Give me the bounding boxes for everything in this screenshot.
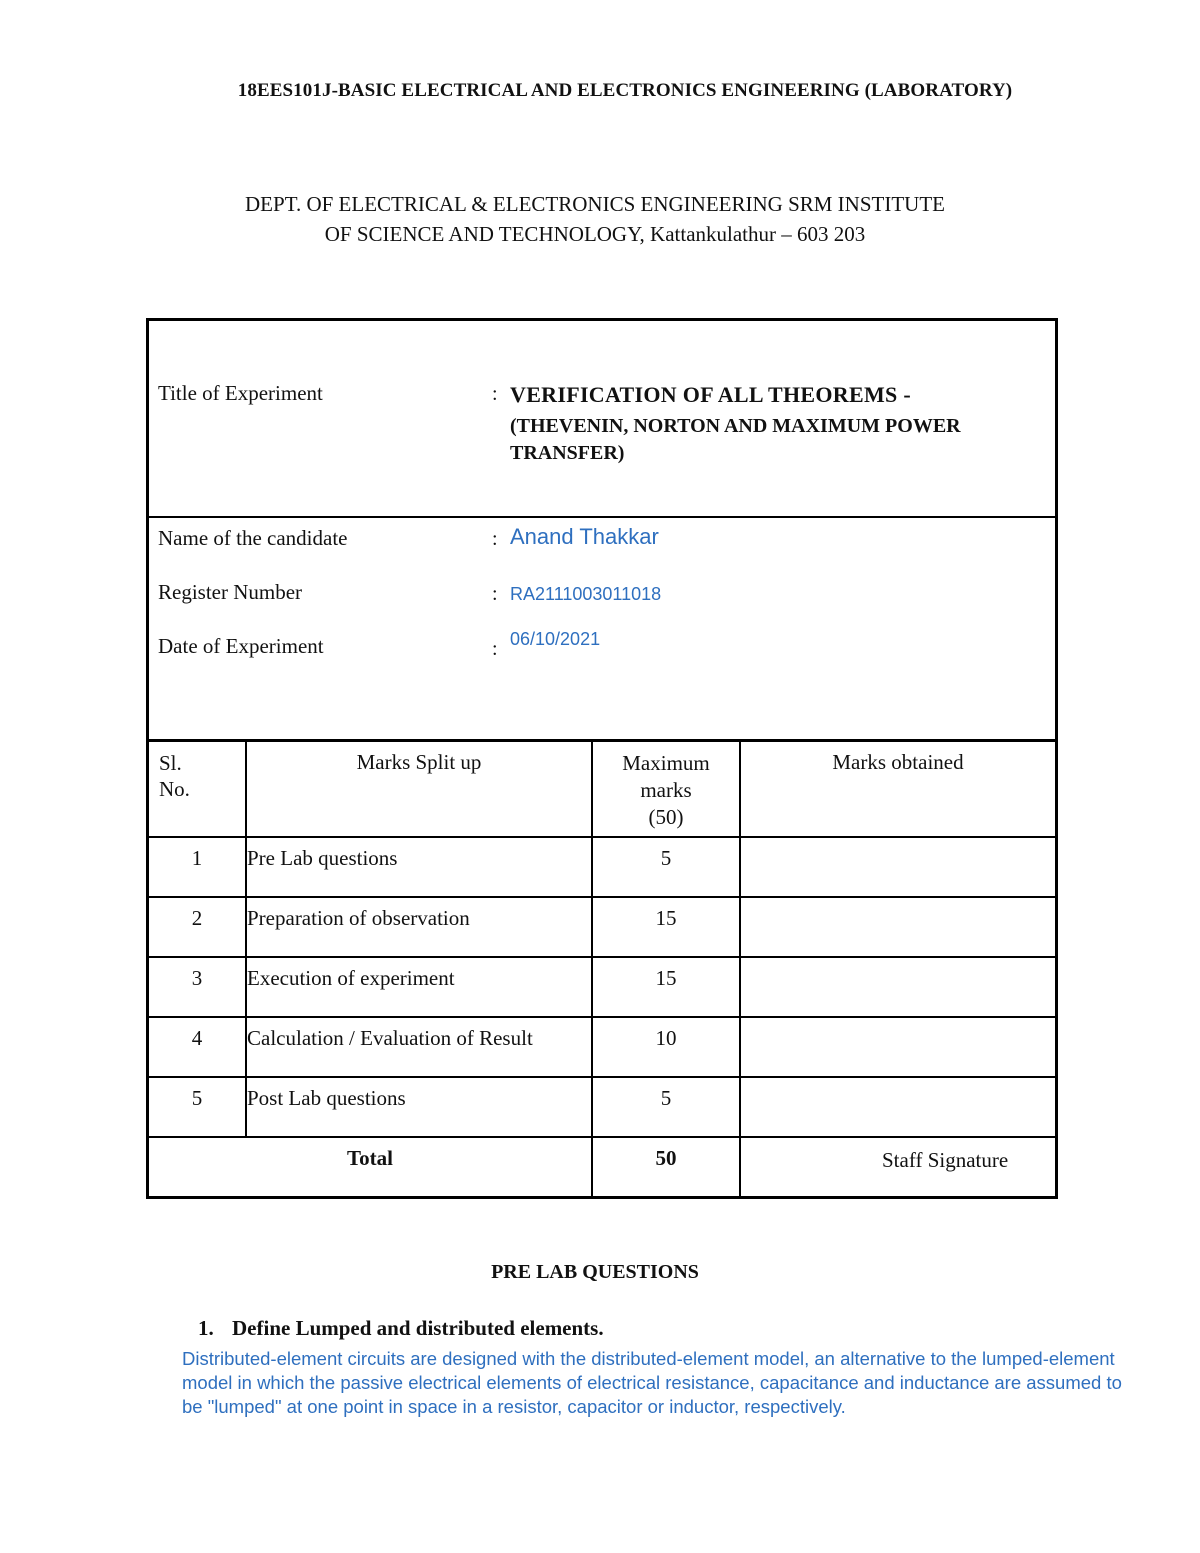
row-max: 5 xyxy=(592,837,740,897)
name-colon: : xyxy=(492,528,498,550)
row-max: 5 xyxy=(592,1077,740,1137)
marks-table xyxy=(146,739,1058,1199)
title-label: Title of Experiment xyxy=(158,381,323,405)
register-number: RA2111003011018 xyxy=(510,584,662,604)
row-sl: 3 xyxy=(148,957,247,1017)
row-obtained xyxy=(740,1077,1057,1137)
row-item: Execution of experiment xyxy=(246,957,592,1017)
header-marks-split: Marks Split up xyxy=(246,741,592,838)
row-sl: 2 xyxy=(148,897,247,957)
row-item: Pre Lab questions xyxy=(246,837,592,897)
table-row xyxy=(148,837,1057,897)
row-obtained xyxy=(740,837,1057,897)
question-1-number: 1. xyxy=(198,1316,214,1340)
header-maximum-marks xyxy=(592,741,740,838)
header-sl-line2: No. xyxy=(159,777,190,801)
table-row xyxy=(148,1017,1057,1077)
row-sl: 1 xyxy=(148,837,247,897)
course-title: 18EES101J-BASIC ELECTRICAL AND ELECTRONICS ENGINEERING (LABORATORY) xyxy=(237,80,1013,101)
header-max-line3: (50) xyxy=(648,805,684,829)
date-label: Date of Experiment xyxy=(158,634,324,658)
total-label: Total xyxy=(148,1137,593,1198)
register-label: Register Number xyxy=(158,580,303,604)
row-item: Post Lab questions xyxy=(246,1077,592,1137)
row-obtained xyxy=(740,897,1057,957)
name-label: Name of the candidate xyxy=(158,526,348,550)
total-value: 50 xyxy=(592,1137,740,1198)
row-max: 15 xyxy=(592,897,740,957)
question-1 xyxy=(198,1316,604,1341)
table-row xyxy=(148,897,1057,957)
row-item: Preparation of observation xyxy=(246,897,592,957)
question-1-text: Define Lumped and distributed elements. xyxy=(232,1316,604,1340)
experiment-date: 06/10/2021 xyxy=(510,629,601,649)
info-divider xyxy=(149,516,1055,518)
header-marks-obtained: Marks obtained xyxy=(740,741,1057,838)
date-colon: : xyxy=(492,638,498,660)
experiment-title-line1: VERIFICATION OF ALL THEOREMS - xyxy=(510,382,911,407)
table-row xyxy=(148,1077,1057,1137)
dept-line-1: DEPT. OF ELECTRICAL & ELECTRONICS ENGINEERING SRM INSTITUTE xyxy=(245,192,945,216)
header-sl-no xyxy=(148,741,247,838)
row-max: 10 xyxy=(592,1017,740,1077)
header-max-line1: Maximum xyxy=(622,751,710,775)
row-obtained xyxy=(740,957,1057,1017)
table-row xyxy=(148,957,1057,1017)
marks-header-row xyxy=(148,741,1057,838)
dept-line-2: OF SCIENCE AND TECHNOLOGY, Kattankulathur – 603 203 xyxy=(324,222,866,246)
staff-signature: Staff Signature xyxy=(882,1148,1009,1172)
row-item: Calculation / Evaluation of Result xyxy=(246,1017,592,1077)
header-sl-line1: Sl. xyxy=(159,751,182,775)
experiment-title-line2: (THEVENIN, NORTON AND MAXIMUM POWER TRANSFER) xyxy=(510,415,961,464)
header-max-line2: marks xyxy=(640,778,692,802)
title-colon: : xyxy=(492,383,498,405)
candidate-name: Anand Thakkar xyxy=(510,524,659,549)
prelab-heading: PRE LAB QUESTIONS xyxy=(491,1261,699,1283)
row-sl: 5 xyxy=(148,1077,247,1137)
register-colon: : xyxy=(492,583,498,605)
row-obtained xyxy=(740,1017,1057,1077)
question-1-answer: Distributed-element circuits are designed with the distributed-element model, an alternative to the lumped-element model in which the passive electrical elements of electrical resistance, capacitance and inductance are assumed to be "lumped" at one point in space in a resistor, capacitor or inductor, respectively. xyxy=(182,1348,1122,1417)
row-sl: 4 xyxy=(148,1017,247,1077)
row-max: 15 xyxy=(592,957,740,1017)
